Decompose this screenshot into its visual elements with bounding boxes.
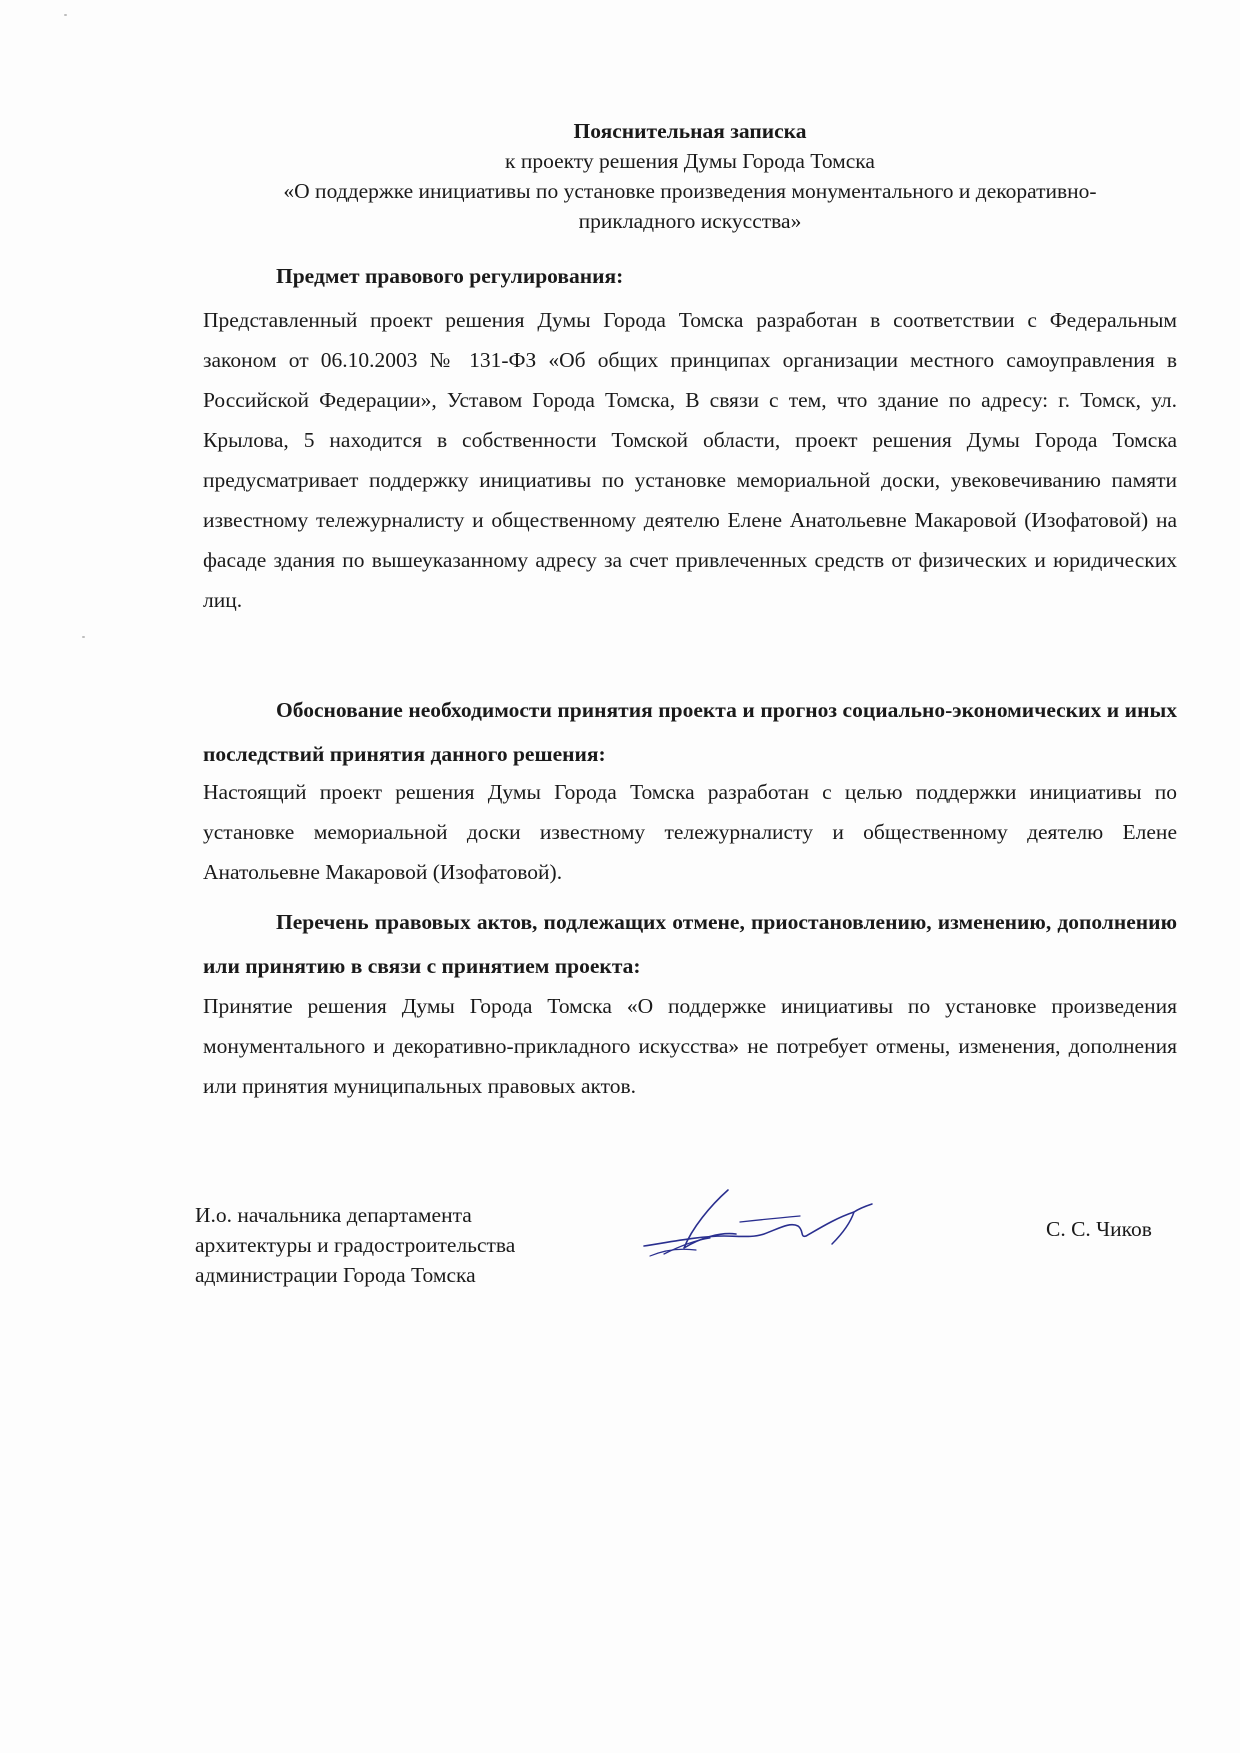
scan-speck — [82, 636, 85, 638]
signer-position-line-2: архитектуры и градостроительства — [195, 1233, 516, 1257]
signer-position-line-3: администрации Города Томска — [195, 1263, 476, 1287]
section-body-legal-acts: Принятие решения Думы Города Томска «О поддержке инициативы по установке произведения монументального и декоративно-прикладного искусства» не потребует отмены, изменения, дополнения или принятия муниципальных правовых актов. — [203, 994, 1177, 1098]
section-heading-regulation-subject: Предмет правового регулирования: — [276, 264, 624, 288]
section-heading-justification: Обоснование необходимости принятия проекта и прогноз социально-экономических и иных последствий принятия данного решения: — [203, 698, 1177, 766]
signer-name: С. С. Чиков — [1046, 1217, 1152, 1241]
document-header — [200, 116, 1180, 236]
handwritten-signature — [640, 1176, 880, 1266]
signer-position-line-1: И.о. начальника департамента — [195, 1203, 472, 1227]
document-title: Пояснительная записка — [573, 119, 807, 143]
section-body-justification: Настоящий проект решения Думы Города Томска разработан с целью поддержки инициативы по установке мемориальной доски известному тележурналисту и общественному деятелю Елене Анатольевне Макаровой (Изофатовой). — [203, 780, 1177, 884]
signer-position — [195, 1200, 515, 1290]
section-heading-legal-acts: Перечень правовых актов, подлежащих отмене, приостановлению, изменению, дополнению или принятию в связи с принятием проекта: — [203, 910, 1177, 978]
document-subtitle: к проекту решения Думы Города Томска — [505, 149, 875, 173]
scan-speck — [64, 14, 67, 16]
project-name-line-2: прикладного искусства» — [578, 209, 802, 233]
section-body-regulation-subject: Представленный проект решения Думы Города Томска разработан в соответствии с Федеральным законом от 06.10.2003 № 131-ФЗ «Об общих принципах организации местного самоуправления в Российской Федерации», Уставом Города Томска, В связи с тем, что здание по адресу: г. Томск, ул. Крылова, 5 находится в собственности Томской области, проект решения Думы Города Томска предусматривает поддержку инициативы по установке мемориальной доски, увековечиванию памяти известному тележурналисту и общественному деятелю Елене Анатольевне Макаровой (Изофатовой) на фасаде здания по вышеуказанному адресу за счет привлеченных средств от физических и юридических лиц. — [203, 308, 1177, 612]
project-name-line-1: «О поддержке инициативы по установке произведения монументального и декоративно- — [283, 179, 1097, 203]
